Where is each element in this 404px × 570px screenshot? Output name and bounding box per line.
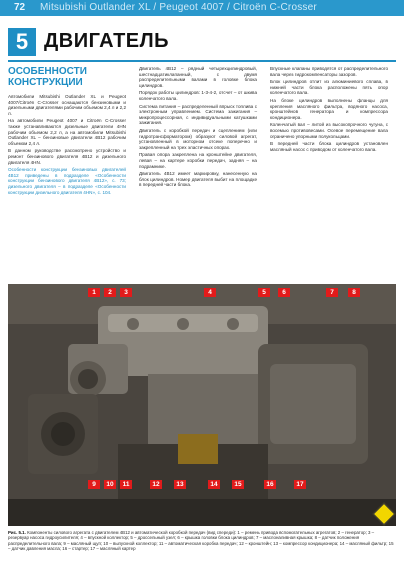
paragraph: Двигатель 4B12 имеет маркировку, нанесенную на блок цилиндров. Номер двигателя выбит на площадке в передней части блока. bbox=[139, 171, 257, 188]
paragraph: Блок цилиндров отлит из алюминиевого сплава, в нижней части блока расположены пять опор коленчатого вала. bbox=[270, 79, 388, 96]
paragraph: Система питания – распределенный впрыск топлива с электронным управлением. Система зажигания – микропроцессорная, с индивидуальными катушками зажигания. bbox=[139, 103, 257, 126]
chapter-title: ДВИГАТЕЛЬ bbox=[44, 30, 170, 52]
section-heading: ОСОБЕННОСТИ КОНСТРУКЦИИ bbox=[8, 66, 87, 88]
callout-13: 13 bbox=[174, 480, 186, 489]
callout-15: 15 bbox=[232, 480, 244, 489]
callout-9: 9 bbox=[88, 480, 100, 489]
callout-7: 7 bbox=[326, 288, 338, 297]
callout-11: 11 bbox=[120, 480, 132, 489]
callout-14: 14 bbox=[208, 480, 220, 489]
callout-3: 3 bbox=[120, 288, 132, 297]
paragraph: Порядок работы цилиндров: 1-3-4-2, отсчет – от шкива коленчатого вала. bbox=[139, 90, 257, 101]
text-column-2 bbox=[139, 66, 257, 190]
callout-17: 17 bbox=[294, 480, 306, 489]
chapter-number: 5 bbox=[8, 28, 36, 56]
callout-6: 6 bbox=[278, 288, 290, 297]
callout-1: 1 bbox=[88, 288, 100, 297]
paragraph: В передней части блока цилиндров установлен масляный насос с приводом от коленчатого вала. bbox=[270, 141, 388, 152]
caption-text: Компоненты силового агрегата с двигателем 4B12 и автоматической коробкой передач (вид спереди): 1 – ремень привода вспомогательных агрегатов; 2 – генератор; 3 – резервуар насоса гидроусилителя; 4 – впускной коллектор; 5 – дроссельный узел; 6 – крышка головки блока цилиндров; 7 – маслоналивная крышка; 8 – датчик положения распределительного вала; 9 – масляный щуп; 10 – выпускной коллектор; 11 – автоматическая коробка передач; 12 – кронштейн; 13 – компрессор кондиционера; 14 – масляный фильтр; 15 – датчик давления масла; 16 – стартер; 17 – масляный картер bbox=[8, 530, 394, 552]
engine-photo bbox=[8, 284, 396, 526]
paragraph: Двигатель с коробкой передач и сцеплением (или гидротрансформатором) образуют силовой агрегат, установленный в моторном отсеке поперечно и закрепленный на трех эластичных опорах. bbox=[139, 127, 257, 150]
paragraph: Впускные клапаны приводятся от распределительного вала через гидрокомпенсаторы зазоров. bbox=[270, 66, 388, 77]
header-bar bbox=[0, 0, 404, 16]
paragraph-link[interactable]: Особенности конструкции бензиновых двигателей 4B12 приведены в подразделе «Особенности конструкции бензинового двигателя 4B12», с. 73; дизельного двигателя – в подразделе «Особенности конструкции дизельного двигателя 4HN», с. 104. bbox=[8, 167, 126, 195]
callout-10: 10 bbox=[104, 480, 116, 489]
paragraph: Автомобили Mitsubishi Outlander XL и Peugeot 4007/Citroën C-Crosser оснащаются бензиновыми и дизельными двигателями рабочим объемом 2,4 л и 2,2 л. bbox=[8, 94, 126, 116]
paragraph: Двигатель 4B12 – рядный четырехцилиндровый, шестнадцатиклапанный, с двумя распределительными валами в головке блока цилиндров. bbox=[139, 66, 257, 88]
paragraph: В данном руководстве рассмотрено устройство и ремонт бензинового двигателя 4B12 и дизельного двигателя 4HN. bbox=[8, 148, 126, 165]
paragraph: На блоке цилиндров выполнены фланцы для крепления масляного фильтра, водяного насоса, кронштейнов генератора и компрессора кондиционера. bbox=[270, 97, 388, 120]
callout-8: 8 bbox=[348, 288, 360, 297]
page-number: 72 bbox=[14, 2, 26, 13]
text-column-3 bbox=[270, 66, 388, 154]
engine-illustration bbox=[8, 284, 396, 526]
callout-5: 5 bbox=[258, 288, 270, 297]
paragraph: На автомобили Peugeot 4007 и Citroën C-Crosser также устанавливаются дизельные двигатели 4HN рабочим объемом 2,2 л, а на автомобили Mitsubishi Outlander XL – бензиновые двигатели 4B12 рабочим объемом 2,4 л. bbox=[8, 118, 126, 146]
paragraph: Правая опора закреплена на кронштейне двигателя, левая – на картере коробки передач, задняя – на подрамнике. bbox=[139, 152, 257, 169]
callout-2: 2 bbox=[104, 288, 116, 297]
callout-4: 4 bbox=[204, 288, 216, 297]
figure-caption bbox=[8, 530, 396, 552]
paragraph: Коленчатый вал – литой из высокопрочного чугуна, с восемью противовесами. Осевое перемещение вала ограничено упорными полукольцами. bbox=[270, 122, 388, 139]
callout-12: 12 bbox=[150, 480, 162, 489]
title-rule bbox=[8, 60, 396, 62]
text-column-1 bbox=[8, 66, 126, 197]
running-title: Mitsubishi Outlander XL / Peugeot 4007 / Citroën C-Crosser bbox=[40, 2, 317, 13]
caption-label: Рис. 5.1. bbox=[8, 530, 26, 535]
callout-16: 16 bbox=[264, 480, 276, 489]
